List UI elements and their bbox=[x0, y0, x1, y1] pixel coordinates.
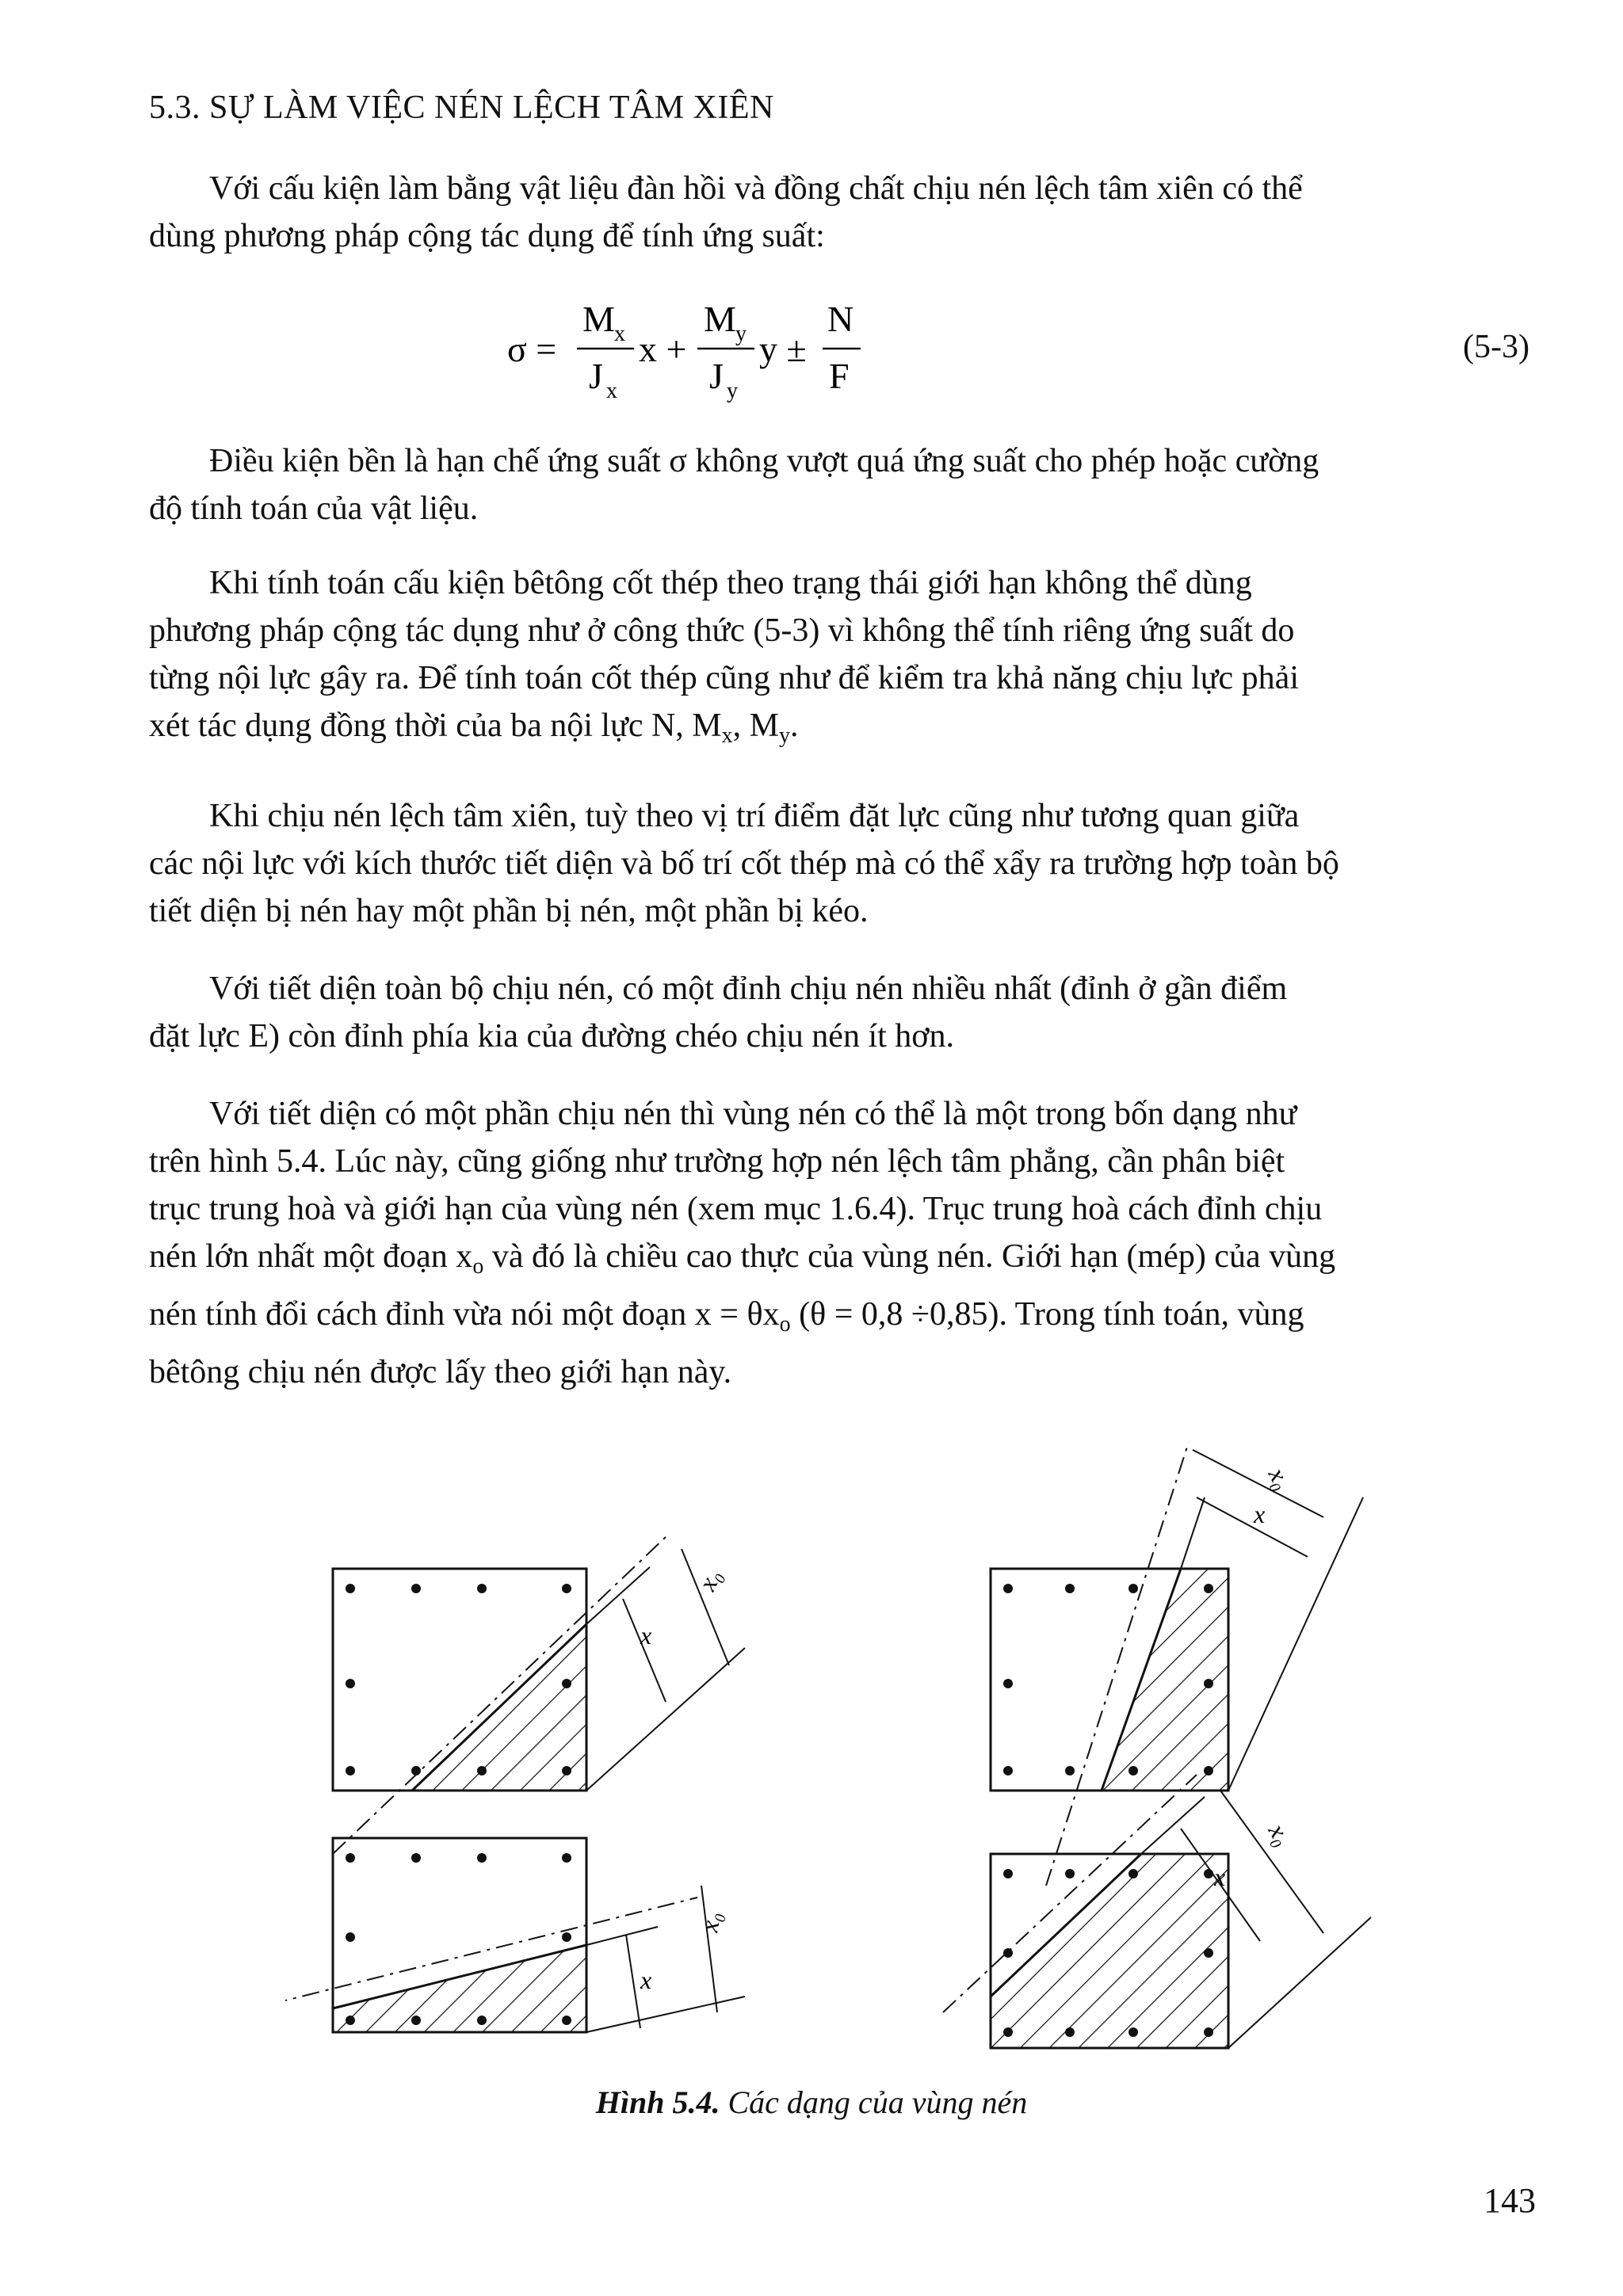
diagram-2 bbox=[991, 1442, 1363, 1886]
dim-x-2 bbox=[1197, 1497, 1308, 1557]
dim-x0-4 bbox=[1220, 1791, 1323, 1933]
para6-line2: trên hình 5.4. Lúc này, cũng giống như trường hợp nén lệch tâm phẳng, cần phân biệt bbox=[149, 1143, 1285, 1180]
para2-line2: độ tính toán của vật liệu. bbox=[149, 490, 479, 527]
formula-5-3 bbox=[507, 292, 1529, 410]
t2-numerator: M bbox=[704, 299, 736, 339]
para6-line1: Với tiết diện có một phần chịu nén thì vùng nén có thể là một trong bốn dạng như bbox=[209, 1096, 1297, 1132]
para6-line4 bbox=[149, 1233, 1523, 1291]
label-x0-4: x₀ bbox=[1262, 1818, 1298, 1851]
paragraph-4 bbox=[149, 792, 1523, 935]
label-x0-1: x₀ bbox=[692, 1564, 727, 1595]
subscript-x: x bbox=[721, 723, 733, 748]
para6-line4-a: nén lớn nhất một đoạn x bbox=[149, 1238, 473, 1275]
label-x0-3: x₀ bbox=[694, 1909, 727, 1935]
ext-line-1b bbox=[586, 1648, 745, 1791]
label-x-3: x bbox=[640, 1966, 652, 1994]
label-x-4: x bbox=[1214, 1863, 1226, 1891]
t2-denominator-sub: y bbox=[727, 379, 738, 403]
diagram-4 bbox=[943, 1775, 1371, 2048]
page-number: 143 bbox=[1484, 2181, 1536, 2220]
paragraph-3 bbox=[149, 559, 1523, 760]
para3-line4 bbox=[149, 702, 1523, 760]
caption-label: Hình 5.4. bbox=[595, 2084, 720, 2120]
ext-line-1a bbox=[586, 1567, 650, 1624]
subscript-o: o bbox=[472, 1254, 484, 1279]
para3-line4-c: . bbox=[790, 707, 799, 744]
figure-5-4 bbox=[285, 1442, 1395, 2080]
para1-line2: dùng phương pháp cộng tác dụng để tính ứng suất: bbox=[149, 218, 825, 254]
paragraph-5 bbox=[149, 965, 1523, 1060]
para3-line4-b: , M bbox=[732, 707, 780, 744]
dim-x0-1 bbox=[682, 1549, 729, 1665]
para6-line5 bbox=[149, 1291, 1523, 1348]
label-x-2: x bbox=[1254, 1500, 1266, 1528]
para6-line4-b: và đó là chiều cao thực của vùng nén. Giới hạn (mép) của vùng bbox=[483, 1238, 1336, 1275]
para5-line2: đặt lực E) còn đỉnh phía kia của đường chéo chịu nén ít hơn. bbox=[149, 1018, 954, 1055]
para2-line1: Điều kiện bền là hạn chế ứng suất σ không vượt quá ứng suất cho phép hoặc cường bbox=[209, 443, 1319, 479]
para3-line3: từng nội lực gây ra. Để tính toán cốt thép cũng như để kiểm tra khả năng chịu lực phải bbox=[149, 660, 1299, 696]
t1-denominator-sub: x bbox=[606, 379, 617, 403]
para5-line1: Với tiết diện toàn bộ chịu nén, có một đỉnh chịu nén nhiều nhất (đỉnh ở gần điểm bbox=[209, 971, 1288, 1007]
dim-x0-3 bbox=[701, 1886, 717, 2012]
para6-line5-a: nén tính đổi cách đỉnh vừa nói một đoạn x = θx bbox=[149, 1296, 780, 1333]
t3-numerator: N bbox=[827, 299, 854, 339]
t1-numerator: M bbox=[582, 299, 615, 339]
dim-x-1 bbox=[623, 1599, 666, 1702]
ext-line-3b bbox=[586, 1997, 745, 2032]
para4-line1: Khi chịu nén lệch tâm xiên, tuỳ theo vị trí điểm đặt lực cũng như tương quan giữa bbox=[209, 798, 1300, 834]
label-x-1: x bbox=[640, 1621, 652, 1650]
neutral-axis-1 bbox=[333, 1537, 666, 1854]
para3-line1: Khi tính toán cấu kiện bêtông cốt thép theo trạng thái giới hạn không thể dùng bbox=[209, 565, 1252, 601]
ext-line-3a bbox=[586, 1927, 658, 1945]
figure-drawing bbox=[285, 1442, 1395, 2076]
ext-line-4b bbox=[1228, 1917, 1371, 2048]
para4-line3: tiết diện bị nén hay một phần bị nén, một phần bị kéo. bbox=[149, 893, 869, 929]
paragraph-6 bbox=[149, 1090, 1523, 1396]
para6-line5-b: (θ = 0,8 ÷0,85). Trong tính toán, vùng bbox=[790, 1296, 1304, 1333]
compression-zone-3 bbox=[333, 1945, 586, 2032]
figure-caption bbox=[0, 2084, 1623, 2121]
diagram-1 bbox=[333, 1537, 745, 1854]
caption-text: Các dạng của vùng nén bbox=[720, 2084, 1028, 2120]
para4-line2: các nội lực với kích thước tiết diện và bố trí cốt thép mà có thể xẩy ra trường hợp toàn bộ bbox=[149, 845, 1339, 882]
subscript-o: o bbox=[779, 1312, 791, 1337]
section-heading: 5.3. SỰ LÀM VIỆC NÉN LỆCH TÂM XIÊN bbox=[149, 90, 774, 126]
t3-denominator: F bbox=[829, 356, 850, 396]
t1-numerator-sub: x bbox=[614, 322, 625, 346]
para3-line4-a: xét tác dụng đồng thời của ba nội lực N, M bbox=[149, 707, 722, 744]
t2-variable: y ± bbox=[759, 329, 807, 369]
label-x0-2: x₀ bbox=[1262, 1463, 1298, 1494]
paragraph-2 bbox=[149, 437, 1523, 532]
para6-line6: bêtông chịu nén được lấy theo giới hạn này. bbox=[149, 1354, 732, 1390]
diagram-3 bbox=[285, 1838, 745, 2032]
ext-line-2a bbox=[1181, 1497, 1205, 1569]
t2-denominator: J bbox=[709, 356, 724, 396]
subscript-y: y bbox=[779, 723, 791, 748]
para6-line3: trục trung hoà và giới hạn của vùng nén (xem mục 1.6.4). Trục trung hoà cách đỉnh chịu bbox=[149, 1191, 1323, 1227]
paragraph-1 bbox=[149, 165, 1523, 260]
t1-denominator: J bbox=[589, 356, 603, 396]
t1-variable: x + bbox=[639, 329, 687, 369]
formula-number: (5-3) bbox=[1463, 329, 1529, 365]
ext-line-2b bbox=[1228, 1497, 1363, 1791]
para1-line1: Với cấu kiện làm bằng vật liệu đàn hồi và đồng chất chịu nén lệch tâm xiên có thể bbox=[209, 170, 1303, 207]
t2-numerator-sub: y bbox=[735, 322, 747, 346]
ext-line-4a bbox=[1141, 1797, 1205, 1854]
formula-lhs: σ = bbox=[507, 329, 557, 369]
para3-line2: phương pháp cộng tác dụng như ở công thức (5-3) vì không thể tính riêng ứng suất do bbox=[149, 612, 1295, 649]
dim-x-3 bbox=[626, 1935, 640, 2028]
